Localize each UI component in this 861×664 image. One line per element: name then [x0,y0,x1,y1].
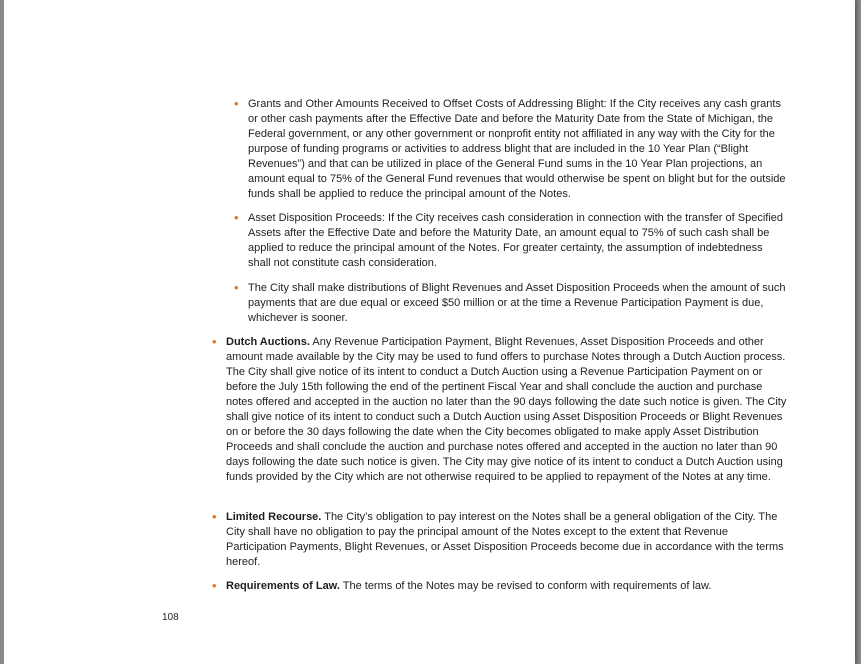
sub-bullet-text: Grants and Other Amounts Received to Offset Costs of Addressing Blight: If the City receives any cash grants or other cash payments after the Effective Date and before the Maturity Date from the State of Michigan, the Federal government, or any other government or nonprofit entity not affiliated in any way with the City for the purpose of funding programs or activities to address blight that are included in the 10 Year Plan (“Blight Revenues”) and that can be utilized in place of the General Fund sums in the 10 Year Plan projections, an amount equal to 75% of the General Fund revenues that would otherwise be spent on blight but for the outside funds shall be applied to reduce the principal amount of the Notes. [248,98,786,200]
bullet-icon: • [234,280,239,295]
bullet-icon: • [234,96,239,111]
bullet-text: The terms of the Notes may be revised to conform with requirements of law. [342,580,712,592]
sub-bullet-distributions [234,280,786,326]
document-page [4,0,855,664]
sub-bullet-grants [234,96,786,202]
bullet-icon: • [212,509,217,524]
sub-bullet-text: The City shall make distributions of Blight Revenues and Asset Disposition Proceeds when the amount of such payments that are due equal or exceed $50 million or at the time a Revenue Participation Payment is due, whichever is sooner. [248,282,786,324]
bullet-requirements-of-law [212,578,789,594]
bullet-icon: • [234,210,239,225]
bullet-heading: Limited Recourse. [226,511,322,523]
sub-bullet-asset-disposition [234,210,786,271]
bullet-icon: • [212,578,217,593]
bullet-text: Any Revenue Participation Payment, Blight Revenues, Asset Disposition Proceeds and other amount made available by the City may be used to fund offers to purchase Notes through a Dutch Auction process. The City shall give notice of its intent to conduct a Dutch Auction using a Revenue Participation Payment on or before the July 15th following the end of the pertinent Fiscal Year and shall conclude the auction and purchase notes offered and accepted in the auction no later than the 90 days following the date such notice is given. The City shall give notice of its intent to conduct such a Dutch Auction using Asset Disposition Proceeds or Blight Revenues on or before the 30 days following the date when the City becomes obligated to make apply Asset Distribution Proceeds and shall conclude the auction and purchase notes offered and accepted in the auction no later than 90 days following the date such notice is given. The City may give notice of its intent to conduct a Dutch Auction using funds provided by the City which are not otherwise required to be applied to repayment of the Notes at any time. [226,336,787,483]
bullet-heading: Requirements of Law. [226,580,340,592]
bullet-text: The City’s obligation to pay interest on the Notes shall be a general obligation of the City. The City shall have no obligation to pay the principal amount of the Notes except to the extent that Revenue Participation Payments, Blight Revenues, or Asset Disposition Proceeds become due in accordance with the terms hereof. [226,511,784,568]
sub-bullet-text: Asset Disposition Proceeds: If the City receives cash consideration in connection with the transfer of Specified Assets after the Effective Date and before the Maturity Date, an amount equal to 75% of such cash shall be applied to reduce the principal amount of the Notes. For greater certainty, the assumption of indebtedness shall not constitute cash consideration. [248,212,783,269]
bullet-heading: Dutch Auctions. [226,336,310,348]
bullet-icon: • [212,334,217,349]
page-number: 108 [162,612,179,623]
bullet-dutch-auctions [212,334,789,485]
bullet-limited-recourse [212,509,789,570]
